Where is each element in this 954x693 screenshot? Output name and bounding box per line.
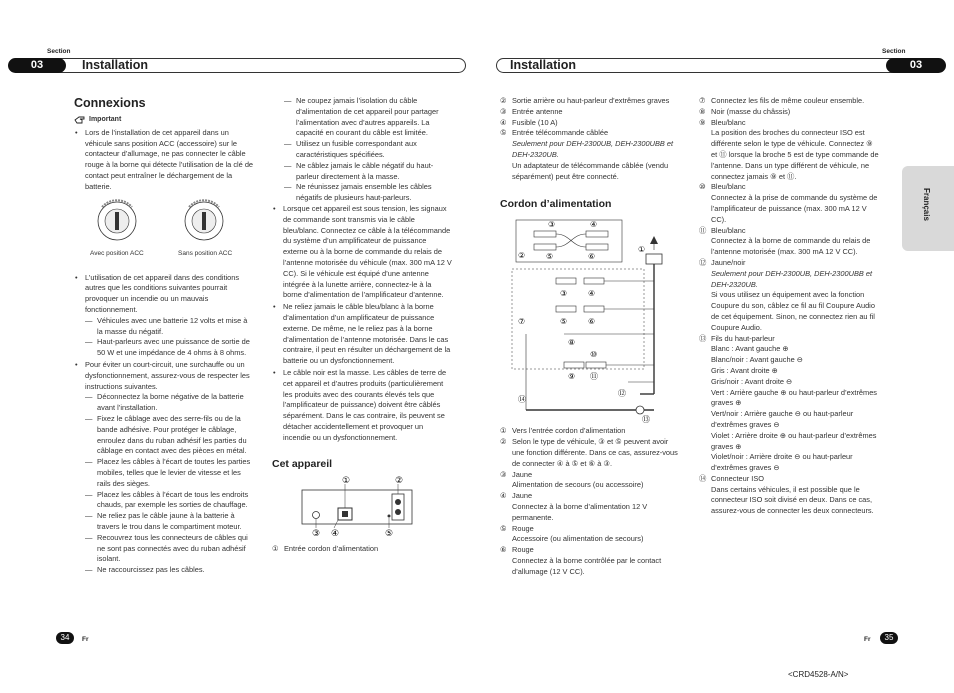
cord-item-6 xyxy=(500,545,680,577)
column-4 xyxy=(699,96,879,517)
wire-item-11 xyxy=(699,226,879,258)
heading-connexions: Connexions xyxy=(74,96,146,110)
item-text: Connecteur ISO xyxy=(711,473,764,483)
hand-pointing-icon xyxy=(74,115,86,125)
item-italic: Seulement pour DEH-2300UB, DEH-2300UBB et DEH-2320UB. xyxy=(512,139,674,159)
page-number-right: 35 xyxy=(880,632,898,644)
item-text: Fusible (10 A) xyxy=(512,117,558,127)
wire-item-8 xyxy=(699,107,879,118)
bullet-conditions xyxy=(85,273,254,359)
item-num: ⑥ xyxy=(500,545,507,555)
item-num: ⑦ xyxy=(699,96,706,105)
item-text: Bleu/blanc xyxy=(711,117,746,127)
item-detail: Si vous utilisez un équipement avec la fonction Coupure du son, câblez ce fil au fil Coupure Audio de cet équipement. Sinon, ne connectez rien au fil Coupure Audio. xyxy=(711,290,875,332)
speaker-wire-line: Gris : Avant droite ⊕ xyxy=(711,365,778,375)
top-item-5 xyxy=(500,128,680,182)
dash-item: — Ne raccourcissez pas les câbles. xyxy=(97,565,254,576)
bullet-acc: • Lors de l’installation de cet appareil dans un véhicule sans position ACC (accessoire) sur le contacteur d’allumage, ne pas connecter le câble rouge à la borne qui détecte l’utilisation de la clé de contact peut entraîner le déchargement de la batterie. xyxy=(85,128,254,193)
page-lang-left: Fr xyxy=(82,636,89,643)
page-number-left: 34 xyxy=(56,632,74,644)
item-num: ⑪ xyxy=(699,225,707,235)
diagram-label-5: ⑤ xyxy=(546,252,554,262)
item-num: ① xyxy=(500,426,507,436)
diagram-label-11: ⑪ xyxy=(590,372,598,382)
bullet-conditions-text: L’utilisation de cet appareil dans des conditions autres que les conditions suivantes pourrait provoquer un incendie ou un mauvais fonctionnement. xyxy=(85,272,240,314)
document-code: <CRD4528-A/N> xyxy=(788,670,849,679)
item-detail: Accessoire (ou alimentation de secours) xyxy=(512,534,644,544)
cord-item-1 xyxy=(500,426,680,437)
important-label: Important xyxy=(89,116,122,123)
speaker-wire-line: Blanc/noir : Avant gauche ⊖ xyxy=(711,355,803,365)
wire-item-14 xyxy=(699,474,879,517)
item-num: ⑬ xyxy=(699,333,707,343)
diagram-label-3: ③ xyxy=(548,220,556,230)
diagram-label-10: ⑩ xyxy=(590,350,598,360)
unit-label-2: ② xyxy=(395,475,404,486)
item-num: ⑤ xyxy=(500,128,507,138)
item-text: Jaune/noir xyxy=(711,257,746,267)
diagram-label-12: ⑫ xyxy=(618,389,626,399)
unit-label-5: ⑤ xyxy=(385,528,394,538)
item-num: ⑩ xyxy=(699,182,706,192)
bullet-short-circuit xyxy=(85,360,254,576)
dash-item: — Recouvrez tous les connecteurs de câbles qui ne sont pas connectés avec du ruban adhésif isolant. xyxy=(97,533,254,565)
section-label-right: Section xyxy=(882,48,906,55)
power-cord-wiring-diagram xyxy=(500,214,680,424)
item-text: Connectez les fils de même couleur ensemble. xyxy=(711,96,865,105)
diagram-label-6b: ⑥ xyxy=(588,317,596,327)
important-row xyxy=(74,115,254,126)
diagram-label-14: ⑭ xyxy=(518,395,526,405)
ignition-captions xyxy=(74,249,254,267)
dash-item: — Ne câblez jamais le câble négatif du haut-parleur directement à la masse. xyxy=(296,161,452,183)
unit-item-num: ① xyxy=(272,543,279,553)
item-num: ⑤ xyxy=(500,523,507,533)
dash-item: — Placez les câbles à l’écart de toutes les parties mobiles, telles que le levier de vitesse et les rails des sièges. xyxy=(97,457,254,489)
item-detail: Connectez à la borne de commande du relais de l’antenne motorisée (max. 300 mA 12 V CC). xyxy=(711,236,871,257)
speaker-wire-line: Violet/noir : Arrière droite ⊖ ou haut-parleur d’extrêmes graves ⊖ xyxy=(711,452,853,473)
ignition-switch-illustration xyxy=(74,197,254,257)
language-tab xyxy=(902,166,954,251)
header-title-left: Installation xyxy=(82,58,148,72)
dash-item: — Véhicules avec une batterie 12 volts et mise à la masse du négatif. xyxy=(97,316,254,338)
cord-item-2 xyxy=(500,437,680,469)
cord-item-3 xyxy=(500,470,680,492)
cord-item-4 xyxy=(500,491,680,523)
item-num: ③ xyxy=(500,106,507,116)
caption-acc: Avec position ACC xyxy=(90,249,144,257)
top-item-4 xyxy=(500,118,680,129)
item-detail: Dans certains véhicules, il est possible que le connecteur ISO soit divisé en deux. Dans ce cas, assurez-vous de connecter les deux connecteurs. xyxy=(711,484,874,516)
wire-item-12 xyxy=(699,258,879,334)
dash-item: — Ne réunissez jamais ensemble les câbles négatifs de plusieurs haut-parleurs. xyxy=(296,182,452,204)
diagram-label-1: ① xyxy=(638,245,646,255)
unit-label-1: ① xyxy=(342,475,351,486)
item-num: ② xyxy=(500,96,507,105)
item-text: Rouge xyxy=(512,545,534,555)
item-num: ⑭ xyxy=(699,473,707,483)
item-num: ⑧ xyxy=(699,106,706,116)
dash-item: — Fixez le câblage avec des serre-fils ou de la bande adhésive. Pour protéger le câblage, enroulez dans du ruban adhésif les parties du câblage en contact avec des pièces en métal. xyxy=(97,414,254,457)
item-num: ④ xyxy=(500,491,507,501)
language-tab-label: Français xyxy=(922,188,931,221)
item-detail: La position des broches du connecteur ISO est différente selon le type de véhicule. Connectez ⑨ et ⑪ lorsque la broche 5 est de type commande de l’antenne. Dans un type différent de véhicule, ne connectez jamais ⑨ et ⑪. xyxy=(711,128,879,181)
diagram-label-7: ⑦ xyxy=(518,317,526,327)
diagram-label-2: ② xyxy=(518,251,526,261)
top-item-2 xyxy=(500,96,680,107)
dash-item: — Déconnectez la borne négative de la batterie avant l’installation. xyxy=(97,392,254,414)
item-num: ⑫ xyxy=(699,257,707,267)
diagram-label-4: ④ xyxy=(590,220,598,230)
diagram-label-13: ⑬ xyxy=(642,415,650,425)
item-text: Fils du haut-parleur xyxy=(711,333,775,343)
item-detail: Connectez à la borne contrôlée par le contact d’allumage (12 V CC). xyxy=(512,555,662,576)
cord-item-5 xyxy=(500,524,680,546)
wire-item-7 xyxy=(699,96,879,107)
bullet-never-connect: • Ne reliez jamais le câble bleu/blanc à la borne d’alimentation d’un amplificateur de puissance externe. De même, ne le reliez pas à la borne d’alimentation de l’antenne motorisée. Dans le cas contraire, il peut en résulter un déchargement de la batterie ou un dysfonctionnement. xyxy=(283,302,452,367)
item-num: ③ xyxy=(500,469,507,479)
ignition-noacc-icon xyxy=(185,200,223,240)
unit-label-3: ③ xyxy=(312,528,321,538)
item-text: Selon le type de véhicule, ③ et ⑤ peuvent avoir une fonction différente. Dans ce cas, assurez-vous de connecter ④ à ⑤ et ⑥ à ③. xyxy=(512,437,678,468)
unit-rear-diagram xyxy=(272,476,452,538)
ignition-acc-icon xyxy=(98,200,136,240)
item-text: Bleu/blanc xyxy=(711,182,746,192)
wire-item-10 xyxy=(699,182,879,225)
diagram-label-9: ⑨ xyxy=(568,372,576,382)
item-text: Vers l’entrée cordon d’alimentation xyxy=(512,426,626,436)
speaker-wire-line: Vert : Arrière gauche ⊕ ou haut-parleur d’extrêmes graves ⊕ xyxy=(711,387,877,408)
heading-cet-appareil: Cet appareil xyxy=(272,457,333,470)
item-num: ② xyxy=(500,437,507,447)
top-item-3 xyxy=(500,107,680,118)
speaker-wire-line: Blanc : Avant gauche ⊕ xyxy=(711,344,789,354)
section-number-right: 03 xyxy=(886,58,946,73)
column-1 xyxy=(74,96,254,577)
bullet-ground: • Le câble noir est la masse. Les câbles de terre de cet appareil et d’autres produits (particulièrement les produits avec des courants élevés tels que l’amplificateur de puissance) doivent être câblés séparément. Dans le cas contraire, ils peuvent se détacher accidentellement et provoquer un incendie ou un dysfonctionnement. xyxy=(283,368,452,444)
wire-item-9 xyxy=(699,118,879,183)
item-text: Rouge xyxy=(512,523,534,533)
bullet-blue-white: • Lorsque cet appareil est sous tension, les signaux de commande sont transmis via le câble bleu/blanc. Connectez ce câble à la télécommande du système d’un amplificateur de puissance externe ou à la borne de commande du relais de l’antenne motorisée du véhicule (max. 300 mA 12 V CC). Si le véhicule est équipé d’une antenne intégrée à la lunette arrière, connectez-le à la borne d’alimentation de l’amplificateur d’antenne. xyxy=(283,204,452,301)
speaker-wire-line: Violet : Arrière droite ⊕ ou haut-parleur d’extrêmes graves ⊕ xyxy=(711,430,877,451)
speaker-wire-line: Gris/noir : Avant droite ⊖ xyxy=(711,376,793,386)
dash-item: — Ne reliez pas le câble jaune à la batterie à travers le trou dans le compartiment moteur. xyxy=(97,511,254,533)
item-text: Jaune xyxy=(512,469,533,479)
item-detail: Un adaptateur de télécommande câblée (vendu séparément) peut être connecté. xyxy=(512,160,669,181)
item-text: Jaune xyxy=(512,491,533,501)
item-num: ④ xyxy=(500,117,507,127)
item-text: Noir (masse du châssis) xyxy=(711,106,791,116)
dash-item: — Utilisez un fusible correspondant aux caractéristiques spécifiées. xyxy=(296,139,452,161)
diagram-label-3b: ③ xyxy=(560,289,568,299)
wire-item-13 xyxy=(699,334,879,474)
item-detail: Connectez à la borne d’alimentation 12 V permanente. xyxy=(512,501,648,522)
unit-label-4: ④ xyxy=(331,528,340,538)
item-text: Bleu/blanc xyxy=(711,225,746,235)
dash-item: — Ne coupez jamais l’isolation du câble d’alimentation de cet appareil pour partager l’alimentation avec d’autres appareils. La capacité en courant du câble est limitée. xyxy=(296,96,452,139)
diagram-label-4b: ④ xyxy=(588,289,596,299)
bullet-short-circuit-text: Pour éviter un court-circuit, une surchauffe ou un dysfonctionnement, assurez-vous de respecter les instructions suivantes. xyxy=(85,359,250,391)
item-italic: Seulement pour DEH-2300UB, DEH-2300UBB et DEH-2320UB. xyxy=(711,268,873,289)
heading-cordon: Cordon d’alimentation xyxy=(500,198,612,211)
page-lang-right: Fr xyxy=(864,636,871,643)
column-3 xyxy=(500,96,680,578)
caption-noacc: Sans position ACC xyxy=(178,249,233,257)
unit-item-1 xyxy=(272,544,452,555)
diagram-label-8: ⑧ xyxy=(568,338,576,348)
item-text: Entrée télécommande câblée xyxy=(512,128,609,138)
header-title-right: Installation xyxy=(510,58,576,72)
column-2 xyxy=(272,96,452,554)
section-label-left: Section xyxy=(47,48,71,55)
diagram-label-6: ⑥ xyxy=(588,252,596,262)
item-text: Sortie arrière ou haut-parleur d’extrêmes graves xyxy=(512,96,670,105)
item-text: Entrée antenne xyxy=(512,106,563,116)
unit-item-text: Entrée cordon d’alimentation xyxy=(284,543,379,553)
dash-item: — Placez les câbles à l’écart de tous les endroits chauds, par exemple les sorties de chauffage. xyxy=(97,490,254,512)
speaker-wire-line: Vert/noir : Arrière gauche ⊖ ou haut-parleur d’extrêmes graves ⊖ xyxy=(711,409,854,429)
dash-item: — Haut-parleurs avec une puissance de sortie de 50 W et une impédance de 4 ohms à 8 ohms. xyxy=(97,337,254,359)
item-detail: Connectez à la prise de commande du système de l’amplificateur de puissance (max. 300 mA 12 V CC). xyxy=(711,193,878,224)
section-number-left: 03 xyxy=(8,58,66,73)
item-detail: Alimentation de secours (ou accessoire) xyxy=(512,480,644,490)
diagram-label-5b: ⑤ xyxy=(560,317,568,327)
item-num: ⑨ xyxy=(699,117,706,127)
